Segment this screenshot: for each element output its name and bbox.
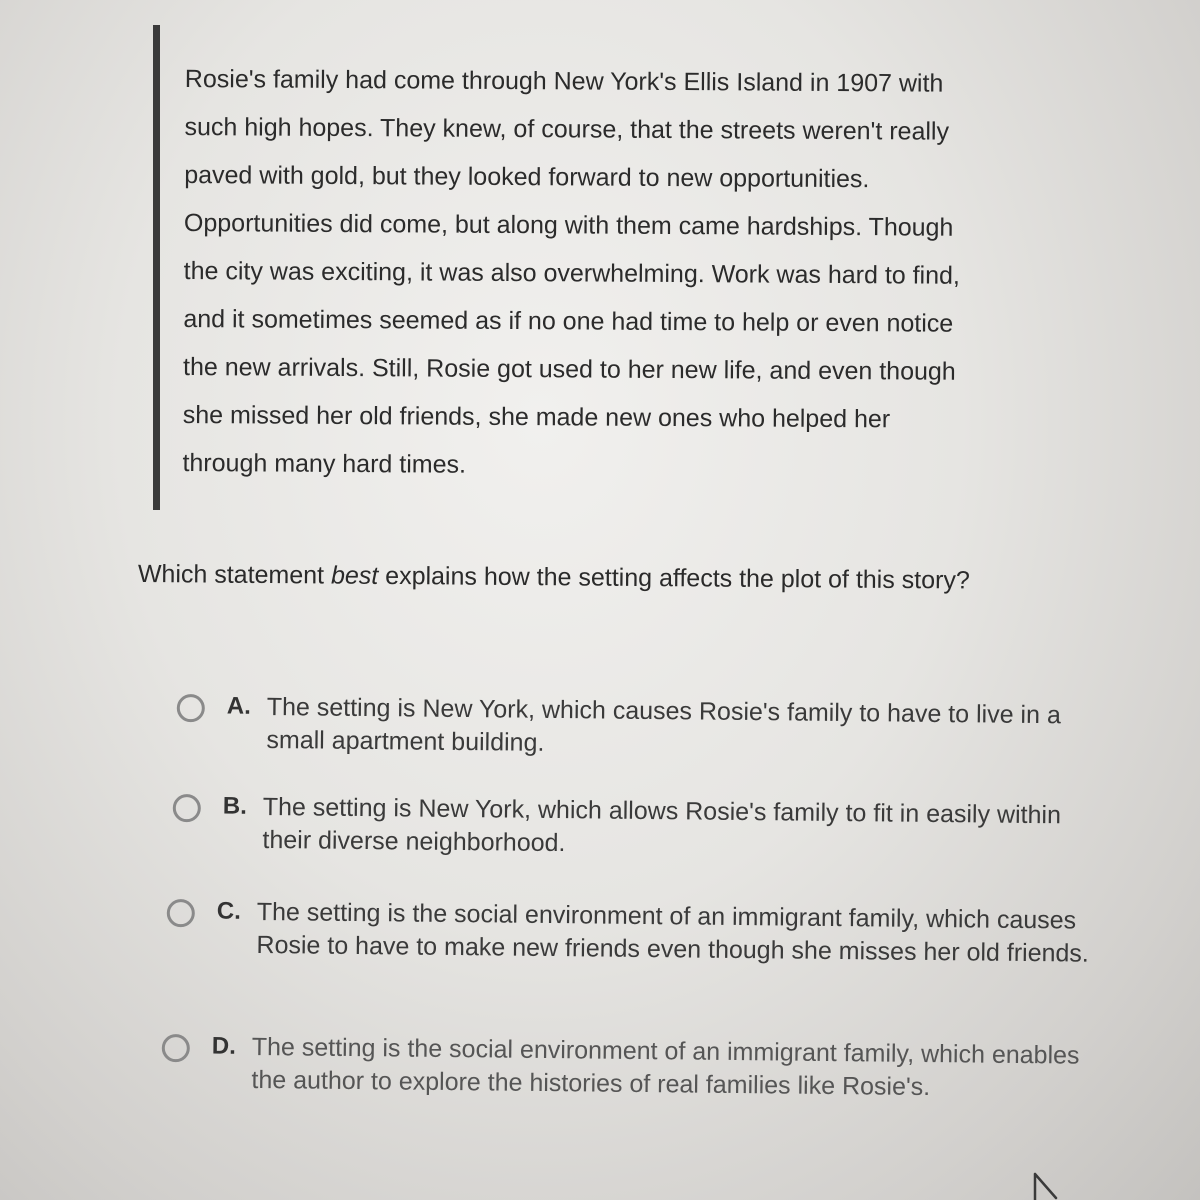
option-text: The setting is the social environment of an immigrant family, which enables the author to explore the histories of real families like Rosie's.: [251, 1032, 1080, 1102]
passage-line: such high hopes. They knew, of course, that the streets weren't really: [184, 112, 950, 146]
answer-option-c[interactable]: [166, 895, 1107, 971]
option-letter: C.: [216, 897, 241, 925]
reading-passage: [140, 20, 1070, 510]
passage-line: the city was exciting, it was also overwhelming. Work was hard to find,: [183, 256, 961, 290]
passage-line: and it sometimes seemed as if no one had time to help or even notice: [183, 304, 954, 338]
answer-option-d[interactable]: [161, 1030, 1102, 1106]
passage-line: paved with gold, but they looked forward to new opportunities.: [184, 160, 870, 194]
option-letter: B.: [222, 792, 247, 820]
passage-line: Rosie's family had come through New York's Ellis Island in 1907 with: [184, 64, 944, 98]
option-letter: D.: [211, 1032, 236, 1060]
option-text: The setting is the social environment of an immigrant family, which causes Rosie to have to make new friends even though she misses her old friends.: [256, 897, 1089, 968]
question-prompt: [138, 560, 1138, 597]
option-text: The setting is New York, which causes Rosie's family to have to live in a small apartment building.: [266, 692, 1061, 757]
radio-button-c[interactable]: [167, 899, 195, 927]
mouse-pointer-icon: [1032, 1172, 1062, 1200]
answer-option-b[interactable]: [172, 790, 1113, 866]
radio-button-a[interactable]: [177, 694, 205, 722]
passage-line: the new arrivals. Still, Rosie got used to her new life, and even though: [183, 352, 956, 386]
passage-line: through many hard times.: [182, 448, 467, 479]
question-text-end: explains how the setting affects the plot of this story?: [378, 561, 970, 595]
answer-option-a[interactable]: [176, 690, 1117, 766]
option-text: The setting is New York, which allows Rosie's family to fit in easily within their diverse neighborhood.: [262, 792, 1062, 858]
radio-button-d[interactable]: [162, 1034, 190, 1062]
passage-line: Opportunities did come, but along with them came hardships. Though: [183, 208, 954, 242]
radio-button-b[interactable]: [173, 794, 201, 822]
option-letter: A.: [226, 692, 251, 720]
question-text-start: Which statement: [137, 560, 332, 590]
passage-text: [182, 55, 1065, 492]
passage-quote-bar: [153, 25, 160, 510]
question-emphasis: best: [330, 561, 379, 590]
passage-line: she missed her old friends, she made new ones who helped her: [182, 400, 891, 434]
